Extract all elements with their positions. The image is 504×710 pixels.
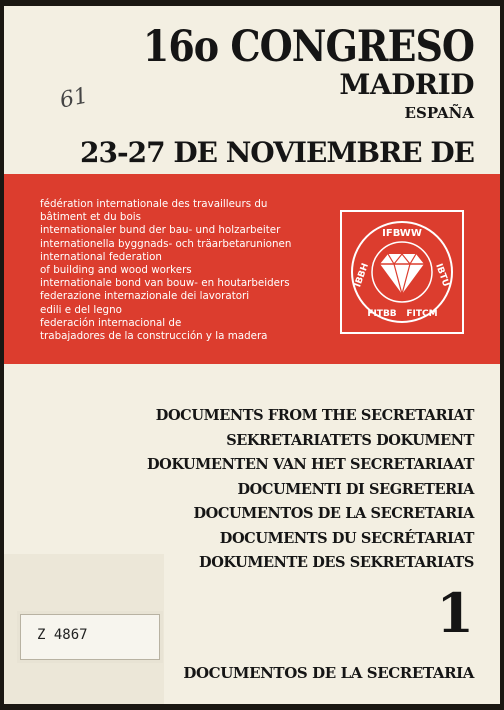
logo-acronym: FITBB [367, 309, 397, 319]
document-cover [4, 6, 500, 704]
federation-line: federazione internazionale dei lavoratori [40, 290, 250, 303]
federation-line: internationaler bund der bau- und holzarbeiter [40, 224, 281, 237]
documents-title-line: DOCUMENTOS DE LA SECRETARIA [193, 505, 474, 522]
documents-title-line: DOCUMENTS FROM THE SECRETARIAT [155, 407, 474, 424]
library-call-number: Z 4867 [37, 627, 88, 643]
congress-title: 16o CONGRESO [142, 20, 474, 72]
footer-title: DOCUMENTOS DE LA SECRETARIA [183, 664, 474, 682]
red-federation-band [4, 174, 500, 364]
congress-city: MADRID [339, 68, 474, 101]
logo-acronym: IFBWW [382, 228, 422, 239]
documents-title-line: DOKUMENTE DES SEKRETARIATS [199, 554, 474, 571]
federation-line: internationella byggnads- och träarbetarunionen [40, 237, 292, 250]
logo-acronym: IBTU [433, 262, 451, 289]
logo-acronym: FITCM [406, 309, 438, 319]
documents-title-line: SEKRETARIATETS DOKUMENT [226, 431, 474, 449]
federation-line: bâtiment et du bois [40, 211, 141, 224]
diamond-emblem-icon [342, 212, 462, 332]
documents-title-line: DOCUMENTI DI SEGRETERIA [237, 480, 474, 498]
federation-line: trabajadores de la construcción y la madera [40, 330, 268, 343]
congress-dates: 23-27 DE NOVIEMBRE DE [80, 136, 474, 169]
federation-line: edili e del legno [40, 303, 122, 316]
documents-title-line: DOKUMENTEN VAN HET SECRETARIAAT [146, 456, 474, 473]
federation-logo [340, 210, 464, 334]
federation-line: fédération internationale des travailleurs du [40, 198, 268, 210]
documents-title-line: DOCUMENTS DU SECRÉTARIAT [219, 529, 474, 547]
congress-country: ESPAÑA [404, 104, 474, 122]
federation-line: internationale bond van bouw- en houtarbeiders [40, 277, 290, 290]
federation-line: federación internacional de [40, 316, 182, 329]
handwritten-note: 61 [57, 83, 91, 114]
library-sticker [20, 614, 160, 660]
volume-number: 1 [436, 581, 474, 645]
federation-line: of building and wood workers [40, 264, 192, 277]
federation-names [40, 198, 330, 343]
federation-line: international federation [40, 250, 162, 263]
logo-acronym: IBBH [353, 262, 372, 289]
documents-titles [147, 404, 474, 576]
cover-header [142, 20, 474, 122]
